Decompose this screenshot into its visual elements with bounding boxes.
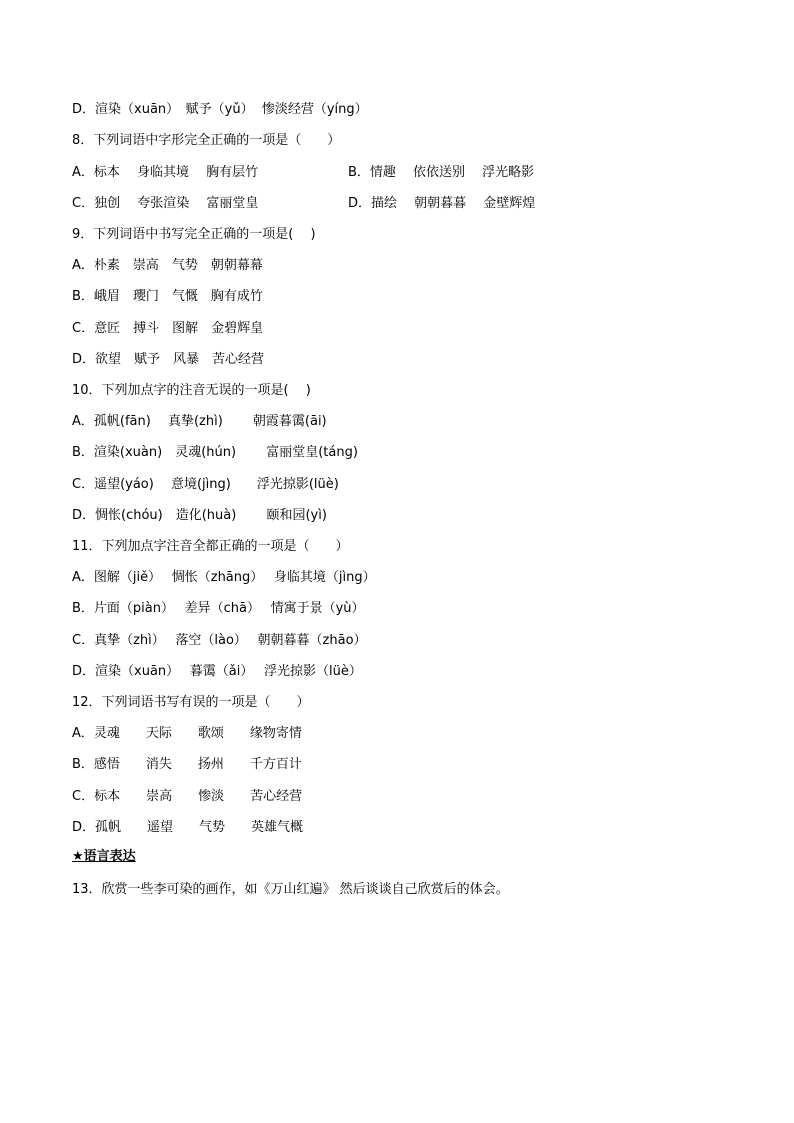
q8-option-a: A．标本 身临其境 胸有层竹 (72, 165, 259, 180)
q11-option-d: D．渲染（xuān） 暮霭（ǎi） 浮光掠影（lüè） (72, 664, 362, 679)
q9-option-c: C．意匠 搏斗 图解 金碧辉皇 (72, 321, 264, 336)
question-12: 12．下列词语书写有误的一项是（ ） (72, 695, 310, 710)
question-10: 10．下列加点字的注音无误的一项是( ) (72, 383, 311, 398)
q11-option-b: B．片面（piàn） 差异（chā） 情寓于景（yù） (72, 601, 365, 616)
q9-option-a: A．朴素 崇高 气势 朝朝幕幕 (72, 258, 263, 273)
question-11: 11．下列加点字注音全都正确的一项是（ ） (72, 539, 349, 554)
q11-option-a: A．图解（jiě） 惆怅（zhāng） 身临其境（jìng） (72, 570, 376, 585)
question-9: 9．下列词语中书写完全正确的一项是( ) (72, 227, 316, 242)
q12-option-d: D．孤帆 遥望 气势 英雄气概 (72, 820, 304, 835)
q8-option-d: D．描绘 朝朝暮暮 金壁辉煌 (348, 196, 536, 211)
q10-option-a: A．孤帆(fān) 真挚(zhì) 朝霞暮霭(āi) (72, 414, 327, 429)
q12-option-c: C．标本 崇高 惨淡 苦心经营 (72, 789, 303, 804)
question-13: 13．欣赏一些李可染的画作，如《万山红遍》 然后谈谈自己欣赏后的体会。 (72, 882, 509, 897)
q8-option-b: B．情趣 依依送别 浮光略影 (348, 165, 535, 180)
section-heading-language-expression: ★语言表达 (72, 849, 136, 864)
q12-option-a: A．灵魂 天际 歌颂 缘物寄情 (72, 726, 302, 741)
q7-option-d: D．渲染（xuān） 赋予（yǔ） 惨淡经营（yíng） (72, 102, 368, 117)
question-8: 8．下列词语中字形完全正确的一项是（ ） (72, 133, 341, 148)
q10-option-d: D．惆怅(chóu) 造化(huà) 颐和园(yì) (72, 508, 327, 523)
q9-option-d: D．欲望 赋予 风暴 苦心经营 (72, 352, 265, 367)
q10-option-c: C．遥望(yáo) 意境(jìng) 浮光掠影(lüè) (72, 477, 339, 492)
q11-option-c: C．真挚（zhì） 落空（lào） 朝朝暮暮（zhāo） (72, 633, 367, 648)
q12-option-b: B．感悟 消失 扬州 千方百计 (72, 757, 302, 772)
q9-option-b: B．峨眉 瓔门 气慨 胸有成竹 (72, 289, 263, 304)
q8-option-c: C．独创 夸张渲染 富丽堂皇 (72, 196, 259, 211)
q10-option-b: B．渲染(xuàn) 灵魂(hún) 富丽堂皇(táng) (72, 445, 358, 460)
